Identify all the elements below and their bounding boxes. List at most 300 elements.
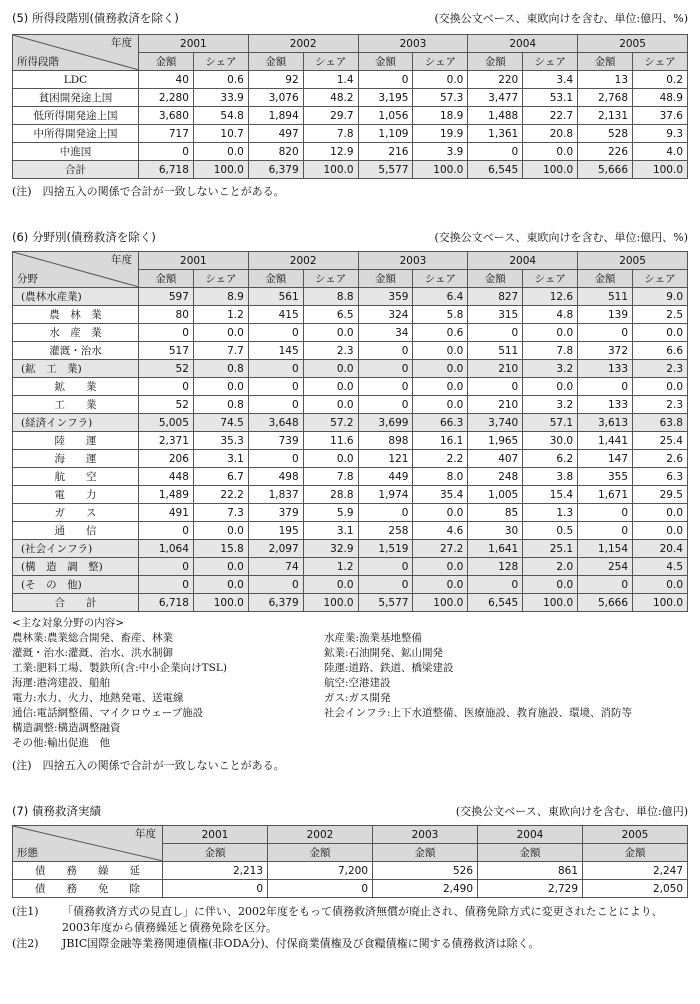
table-row: [13, 880, 688, 898]
amount-header: 金額: [163, 844, 268, 862]
amount-header: 金額: [578, 53, 633, 71]
table-row: [13, 324, 688, 342]
amount-cell: 0: [358, 558, 413, 576]
share-cell: 57.3: [413, 89, 468, 107]
amount-header: 金額: [248, 270, 303, 288]
share-cell: 6.2: [523, 450, 578, 468]
share-cell: 6.3: [633, 468, 688, 486]
year-header: 2002: [268, 826, 373, 844]
amount-cell: 92: [248, 71, 303, 89]
share-cell: 100.0: [633, 594, 688, 612]
share-cell: 100.0: [413, 161, 468, 179]
share-cell: 6.4: [413, 288, 468, 306]
share-cell: 37.6: [633, 107, 688, 125]
year-header: 2003: [358, 35, 468, 53]
share-cell: 25.1: [523, 540, 578, 558]
share-cell: 100.0: [523, 161, 578, 179]
amount-cell: 0: [268, 880, 373, 898]
amount-cell: 3,076: [248, 89, 303, 107]
amount-cell: 210: [468, 396, 523, 414]
section5-unit: (交換公文ベース、東欧向けを含む、単位:億円、%): [434, 12, 688, 25]
note-text: 「債務救済方式の見直し」に伴い、2002年度をもって債務救済無償が廃止され、債務免除方式に変更されたことにより、2003年度から債務繰延と債務免除を区分。: [62, 905, 663, 934]
amount-cell: 2,768: [578, 89, 633, 107]
amount-cell: 2,247: [583, 862, 688, 880]
amount-cell: 248: [468, 468, 523, 486]
legend-item: その他:輸出促進 他: [12, 737, 111, 749]
legend-item: 航空:空港建設: [324, 677, 391, 689]
row-label: 灌漑・治水: [13, 342, 139, 360]
amount-cell: 448: [139, 468, 194, 486]
legend-item: 通信:電話網整備、マイクロウェーブ施設: [12, 707, 204, 719]
share-cell: 20.8: [523, 125, 578, 143]
share-cell: 8.9: [193, 288, 248, 306]
legend-title: <主な対象分野の内容>: [12, 617, 125, 629]
amount-cell: 324: [358, 306, 413, 324]
year-header: 2001: [163, 826, 268, 844]
share-cell: 100.0: [523, 594, 578, 612]
section7-title: (7) 債務救済実績: [12, 804, 101, 818]
table-row: [13, 89, 688, 107]
share-cell: 16.1: [413, 432, 468, 450]
table-row: [13, 396, 688, 414]
row-label: 工 業: [13, 396, 139, 414]
share-cell: 2.3: [303, 342, 358, 360]
share-cell: 10.7: [193, 125, 248, 143]
row-label: (そ の 他): [13, 576, 139, 594]
amount-cell: 2,729: [478, 880, 583, 898]
share-cell: 35.4: [413, 486, 468, 504]
share-header: シェア: [413, 270, 468, 288]
row-label: 貧困開発途上国: [13, 89, 139, 107]
share-cell: 19.9: [413, 125, 468, 143]
share-cell: 0.0: [413, 342, 468, 360]
amount-cell: 526: [373, 862, 478, 880]
amount-cell: 128: [468, 558, 523, 576]
corner-category-label: 所得段階: [17, 56, 59, 68]
table-row: [13, 576, 688, 594]
share-cell: 0.0: [633, 576, 688, 594]
amount-cell: 5,577: [358, 161, 413, 179]
amount-cell: 1,488: [468, 107, 523, 125]
section6-note: (注) 四捨五入の関係で合計が一致しないことがある。: [12, 759, 285, 772]
share-cell: 0.0: [193, 522, 248, 540]
share-cell: 0.0: [193, 143, 248, 161]
row-label: 中所得開発途上国: [13, 125, 139, 143]
year-header: 2001: [139, 35, 249, 53]
share-cell: 0.0: [523, 324, 578, 342]
share-cell: 63.8: [633, 414, 688, 432]
share-cell: 32.9: [303, 540, 358, 558]
share-cell: 0.0: [523, 143, 578, 161]
share-cell: 2.0: [523, 558, 578, 576]
amount-cell: 195: [248, 522, 303, 540]
share-cell: 53.1: [523, 89, 578, 107]
share-header: シェア: [303, 53, 358, 71]
amount-cell: 147: [578, 450, 633, 468]
share-cell: 0.0: [523, 378, 578, 396]
share-cell: 33.9: [193, 89, 248, 107]
share-cell: 3.9: [413, 143, 468, 161]
amount-cell: 0: [358, 378, 413, 396]
share-cell: 5.9: [303, 504, 358, 522]
share-cell: 66.3: [413, 414, 468, 432]
share-cell: 30.0: [523, 432, 578, 450]
year-header: 2005: [583, 826, 688, 844]
note-item: [12, 904, 688, 936]
amount-cell: 6,718: [139, 594, 194, 612]
amount-cell: 3,648: [248, 414, 303, 432]
share-cell: 0.0: [413, 71, 468, 89]
row-label: (社会インフラ): [13, 540, 139, 558]
share-cell: 100.0: [633, 161, 688, 179]
share-cell: 25.4: [633, 432, 688, 450]
share-cell: 0.6: [193, 71, 248, 89]
share-cell: 0.0: [413, 396, 468, 414]
share-cell: 0.0: [193, 576, 248, 594]
share-cell: 12.6: [523, 288, 578, 306]
share-cell: 15.8: [193, 540, 248, 558]
amount-cell: 74: [248, 558, 303, 576]
corner-year-label: 年度: [111, 254, 132, 266]
row-label: 債 務 繰 延: [13, 862, 163, 880]
note-label: (注2): [12, 937, 39, 950]
amount-cell: 1,519: [358, 540, 413, 558]
row-label: 合 計: [13, 594, 139, 612]
amount-cell: 3,477: [468, 89, 523, 107]
share-cell: 8.8: [303, 288, 358, 306]
section5-note: (注) 四捨五入の関係で合計が一致しないことがある。: [12, 185, 285, 198]
amount-cell: 1,109: [358, 125, 413, 143]
share-cell: 3.2: [523, 360, 578, 378]
amount-cell: 1,974: [358, 486, 413, 504]
amount-cell: 1,361: [468, 125, 523, 143]
table-row: [13, 125, 688, 143]
amount-header: 金額: [139, 53, 194, 71]
amount-header: 金額: [268, 844, 373, 862]
share-cell: 22.7: [523, 107, 578, 125]
note-item: [12, 936, 688, 952]
year-header: 2005: [578, 35, 688, 53]
corner-year-label: 年度: [135, 828, 156, 840]
share-cell: 9.3: [633, 125, 688, 143]
share-cell: 7.8: [303, 125, 358, 143]
amount-cell: 498: [248, 468, 303, 486]
amount-cell: 0: [139, 324, 194, 342]
amount-cell: 1,064: [139, 540, 194, 558]
row-label: 鉱 業: [13, 378, 139, 396]
share-header: シェア: [633, 270, 688, 288]
legend-item: 構造調整:構造調整融資: [12, 722, 121, 734]
share-cell: 5.8: [413, 306, 468, 324]
amount-cell: 0: [358, 504, 413, 522]
share-cell: 0.0: [413, 558, 468, 576]
row-label: (農林水産業): [13, 288, 139, 306]
section6-header: [12, 227, 688, 245]
amount-cell: 0: [139, 143, 194, 161]
amount-cell: 597: [139, 288, 194, 306]
share-cell: 48.9: [633, 89, 688, 107]
share-cell: 29.7: [303, 107, 358, 125]
table-row: [13, 360, 688, 378]
share-cell: 0.6: [413, 324, 468, 342]
amount-cell: 40: [139, 71, 194, 89]
table-row: [13, 71, 688, 89]
share-cell: 11.6: [303, 432, 358, 450]
legend-item: [324, 721, 688, 736]
amount-cell: 449: [358, 468, 413, 486]
amount-cell: 0: [468, 576, 523, 594]
share-cell: 3.4: [523, 71, 578, 89]
amount-cell: 3,195: [358, 89, 413, 107]
row-label: 航 空: [13, 468, 139, 486]
section7-unit: (交換公文ベース、東欧向けを含む、単位:億円): [455, 805, 688, 818]
amount-cell: 0: [139, 558, 194, 576]
legend-item: 工業:肥料工場、製鉄所(含:中小企業向けTSL): [12, 662, 227, 674]
amount-cell: 1,641: [468, 540, 523, 558]
field-legend: [12, 616, 688, 751]
share-cell: 6.6: [633, 342, 688, 360]
amount-cell: 6,718: [139, 161, 194, 179]
table-corner: [13, 826, 163, 862]
note-text: JBIC国際金融等業務関連債権(非ODA分)、付保商業債権及び食糧債権に関する債務救済は除く。: [62, 937, 540, 950]
amount-cell: 6,379: [248, 594, 303, 612]
amount-cell: 0: [358, 396, 413, 414]
share-header: シェア: [193, 270, 248, 288]
year-header: 2004: [478, 826, 583, 844]
share-cell: 2.3: [633, 360, 688, 378]
share-cell: 48.2: [303, 89, 358, 107]
amount-cell: 1,837: [248, 486, 303, 504]
amount-cell: 13: [578, 71, 633, 89]
table-row: [13, 468, 688, 486]
amount-cell: 511: [468, 342, 523, 360]
corner-category-label: 形態: [17, 847, 38, 859]
share-cell: 57.2: [303, 414, 358, 432]
row-label: 陸 運: [13, 432, 139, 450]
table-row: [13, 504, 688, 522]
amount-cell: 0: [248, 378, 303, 396]
row-label: 債 務 免 除: [13, 880, 163, 898]
share-cell: 3.1: [303, 522, 358, 540]
amount-cell: 3,740: [468, 414, 523, 432]
year-header: 2002: [248, 35, 358, 53]
section6-title: (6) 分野別(債務救済を除く): [12, 230, 156, 244]
year-header: 2003: [373, 826, 478, 844]
share-cell: 2.5: [633, 306, 688, 324]
table-row: [13, 540, 688, 558]
share-header: シェア: [633, 53, 688, 71]
share-cell: 7.8: [303, 468, 358, 486]
share-cell: 54.8: [193, 107, 248, 125]
amount-cell: 0: [248, 324, 303, 342]
amount-cell: 121: [358, 450, 413, 468]
share-cell: 7.8: [523, 342, 578, 360]
share-cell: 12.9: [303, 143, 358, 161]
amount-cell: 30: [468, 522, 523, 540]
amount-cell: 1,965: [468, 432, 523, 450]
share-cell: 27.2: [413, 540, 468, 558]
amount-cell: 415: [248, 306, 303, 324]
share-cell: 4.6: [413, 522, 468, 540]
amount-cell: 34: [358, 324, 413, 342]
share-cell: 0.0: [633, 378, 688, 396]
share-cell: 0.0: [303, 360, 358, 378]
year-header: 2005: [578, 252, 688, 270]
amount-cell: 133: [578, 360, 633, 378]
amount-cell: 407: [468, 450, 523, 468]
amount-header: 金額: [468, 53, 523, 71]
amount-cell: 0: [139, 522, 194, 540]
table-row: [13, 432, 688, 450]
share-cell: 9.0: [633, 288, 688, 306]
share-cell: 1.3: [523, 504, 578, 522]
row-label: 水 産 業: [13, 324, 139, 342]
amount-header: 金額: [478, 844, 583, 862]
amount-cell: 85: [468, 504, 523, 522]
share-cell: 29.5: [633, 486, 688, 504]
amount-cell: 2,131: [578, 107, 633, 125]
legend-item: 電力:水力、火力、地熱発電、送電線: [12, 692, 184, 704]
amount-cell: 3,613: [578, 414, 633, 432]
share-cell: 0.0: [523, 576, 578, 594]
share-cell: 0.0: [413, 378, 468, 396]
table-corner: [13, 252, 139, 288]
share-cell: 100.0: [193, 161, 248, 179]
share-cell: 4.5: [633, 558, 688, 576]
share-header: シェア: [193, 53, 248, 71]
row-label: 農 林 業: [13, 306, 139, 324]
share-cell: 0.0: [303, 378, 358, 396]
table-row: [13, 306, 688, 324]
amount-cell: 861: [478, 862, 583, 880]
amount-cell: 1,056: [358, 107, 413, 125]
amount-cell: 528: [578, 125, 633, 143]
table-row: [13, 378, 688, 396]
share-cell: 57.1: [523, 414, 578, 432]
amount-cell: 139: [578, 306, 633, 324]
amount-cell: 0: [139, 378, 194, 396]
table-row: [13, 107, 688, 125]
amount-cell: 2,371: [139, 432, 194, 450]
share-cell: 0.8: [193, 396, 248, 414]
section5-header: [12, 8, 688, 26]
section6-unit: (交換公文ベース、東欧向けを含む、単位:億円、%): [434, 231, 688, 244]
share-cell: 100.0: [413, 594, 468, 612]
amount-cell: 0: [578, 324, 633, 342]
row-label: 通 信: [13, 522, 139, 540]
share-cell: 7.3: [193, 504, 248, 522]
share-cell: 0.0: [193, 558, 248, 576]
share-cell: 0.0: [413, 504, 468, 522]
share-cell: 100.0: [193, 594, 248, 612]
year-header: 2001: [139, 252, 249, 270]
amount-header: 金額: [139, 270, 194, 288]
amount-cell: 2,050: [583, 880, 688, 898]
share-cell: 100.0: [303, 161, 358, 179]
amount-cell: 6,379: [248, 161, 303, 179]
share-cell: 2.6: [633, 450, 688, 468]
share-cell: 6.7: [193, 468, 248, 486]
section7-notes: [12, 904, 688, 952]
table-row: [13, 522, 688, 540]
share-cell: 35.3: [193, 432, 248, 450]
row-label: 合計: [13, 161, 139, 179]
table-corner: [13, 35, 139, 71]
share-cell: 1.2: [303, 558, 358, 576]
share-cell: 1.2: [193, 306, 248, 324]
amount-cell: 0: [358, 342, 413, 360]
amount-cell: 0: [358, 360, 413, 378]
amount-cell: 210: [468, 360, 523, 378]
share-cell: 20.4: [633, 540, 688, 558]
share-cell: 1.4: [303, 71, 358, 89]
amount-cell: 0: [163, 880, 268, 898]
amount-cell: 220: [468, 71, 523, 89]
legend-item: 陸運:道路、鉄道、橋梁建設: [324, 662, 454, 674]
amount-cell: 3,699: [358, 414, 413, 432]
row-label: (経済インフラ): [13, 414, 139, 432]
share-cell: 0.0: [303, 576, 358, 594]
amount-cell: 52: [139, 360, 194, 378]
share-cell: 0.0: [633, 522, 688, 540]
amount-header: 金額: [583, 844, 688, 862]
amount-cell: 0: [468, 143, 523, 161]
share-header: シェア: [523, 53, 578, 71]
amount-cell: 5,005: [139, 414, 194, 432]
amount-cell: 226: [578, 143, 633, 161]
amount-cell: 1,154: [578, 540, 633, 558]
share-cell: 2.2: [413, 450, 468, 468]
section5-table: [12, 34, 688, 179]
amount-cell: 517: [139, 342, 194, 360]
share-cell: 100.0: [303, 594, 358, 612]
amount-cell: 0: [468, 378, 523, 396]
amount-header: 金額: [248, 53, 303, 71]
table-row: [13, 862, 688, 880]
share-cell: 3.8: [523, 468, 578, 486]
row-label: (構 造 調 整): [13, 558, 139, 576]
amount-cell: 355: [578, 468, 633, 486]
legend-item: ガス:ガス開発: [324, 692, 391, 704]
amount-cell: 561: [248, 288, 303, 306]
amount-cell: 820: [248, 143, 303, 161]
amount-header: 金額: [358, 53, 413, 71]
row-label: 海 運: [13, 450, 139, 468]
share-cell: 7.7: [193, 342, 248, 360]
amount-cell: 216: [358, 143, 413, 161]
table-row: [13, 414, 688, 432]
amount-cell: 80: [139, 306, 194, 324]
amount-cell: 5,577: [358, 594, 413, 612]
year-header: 2002: [248, 252, 358, 270]
share-cell: 0.0: [303, 450, 358, 468]
amount-cell: 0: [248, 450, 303, 468]
table-row: [13, 486, 688, 504]
share-cell: 22.2: [193, 486, 248, 504]
amount-cell: 0: [578, 504, 633, 522]
share-header: シェア: [303, 270, 358, 288]
share-cell: 8.0: [413, 468, 468, 486]
share-cell: 0.0: [413, 576, 468, 594]
share-cell: 15.4: [523, 486, 578, 504]
amount-cell: 2,280: [139, 89, 194, 107]
amount-cell: 0: [468, 324, 523, 342]
amount-cell: 1,005: [468, 486, 523, 504]
amount-cell: 739: [248, 432, 303, 450]
amount-cell: 6,545: [468, 594, 523, 612]
year-header: 2004: [468, 35, 578, 53]
section6-table: [12, 251, 688, 612]
